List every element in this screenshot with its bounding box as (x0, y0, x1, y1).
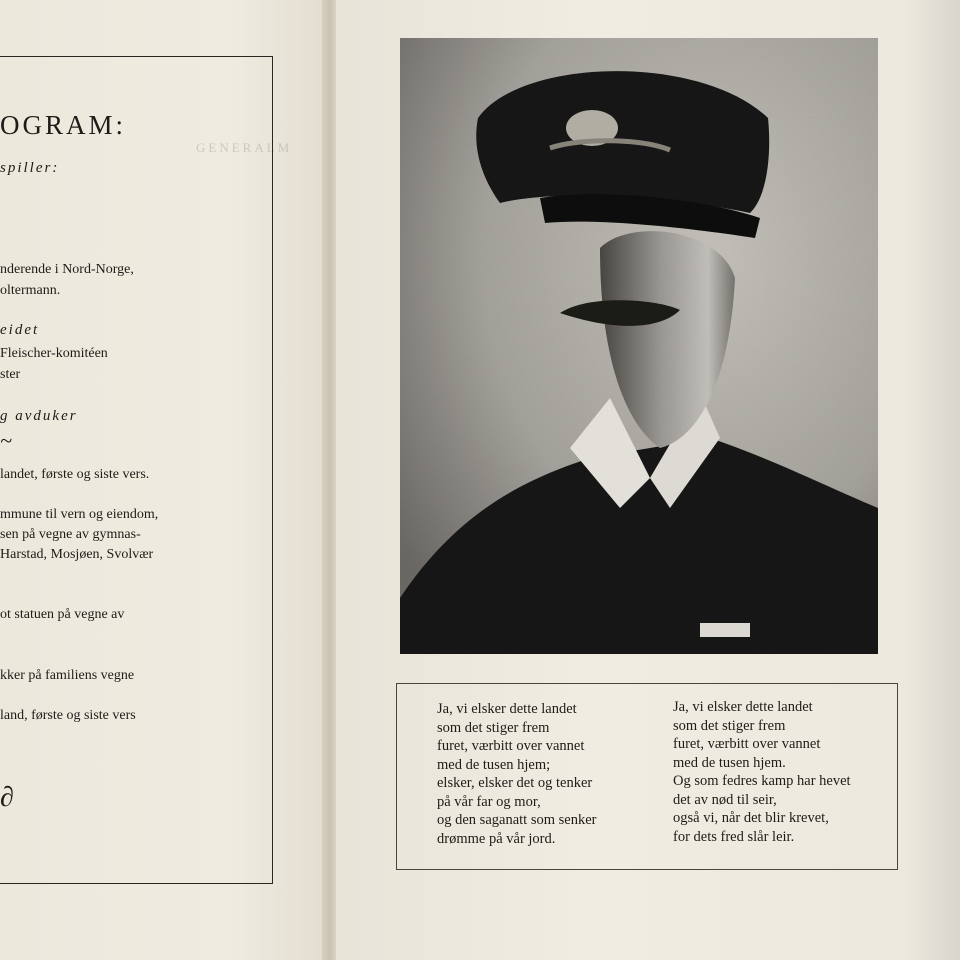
verse-line: på vår far og mor, (437, 793, 541, 810)
left-page (0, 0, 330, 960)
program-line: nderende i Nord-Norge, (0, 262, 134, 277)
program-line: mmune til vern og eiendom, (0, 507, 159, 522)
verse-left (437, 700, 596, 848)
verse-line: furet, værbitt over vannet (673, 736, 821, 752)
anthem-lyrics-box (396, 683, 898, 870)
verse-line: og den saganatt som senker (437, 812, 597, 828)
verse-line: Ja, vi elsker dette landet (673, 699, 813, 715)
program-line: ster (0, 367, 21, 382)
uniform-pocket-square (700, 623, 750, 637)
verse-line: også vi, når det blir krevet, (673, 810, 829, 826)
program-line: g avduker (0, 408, 78, 424)
verse-line: som det stiger frem (673, 717, 786, 734)
program-line: kker på familiens vegne (0, 668, 135, 683)
verse-line: det av nød til seir, (673, 791, 777, 808)
portrait-photo (400, 38, 878, 654)
verse-line: Ja, vi elsker dette landet (437, 701, 577, 717)
program-line: land, første og siste vers (0, 708, 136, 723)
verse-line: med de tusen hjem. (673, 754, 786, 771)
program-line: sen på vegne av gymnas- (0, 527, 141, 542)
verse-line: elsker, elsker det og tenker (437, 775, 593, 791)
verse-line: med de tusen hjem; (437, 756, 551, 773)
ornament-flourish: ~ (0, 428, 12, 453)
program-line: landet, første og siste vers. (0, 467, 150, 482)
program-line: oltermann. (0, 283, 61, 298)
program-line: ot statuen på vegne av (0, 607, 125, 622)
verse-line: drømme på vår jord. (437, 830, 556, 847)
program-line: Fleischer-komitéen (0, 346, 108, 361)
program-line: Harstad, Mosjøen, Svolvær (0, 547, 154, 562)
verse-line: Og som fedres kamp har hevet (673, 773, 851, 789)
program-line: eidet (0, 322, 40, 338)
page-edge-shadow (905, 0, 960, 960)
verse-line: furet, værbitt over vannet (437, 738, 585, 754)
verse-line: som det stiger frem (437, 719, 550, 736)
verse-line: for dets fred slår leir. (673, 828, 795, 845)
ornament-flourish: ∂ (0, 782, 14, 813)
program-heading: OGRAM: (0, 110, 127, 140)
verse-right (673, 698, 851, 846)
show-through-text: GENERALM (196, 140, 293, 155)
program-subheading: spiller: (0, 160, 60, 176)
